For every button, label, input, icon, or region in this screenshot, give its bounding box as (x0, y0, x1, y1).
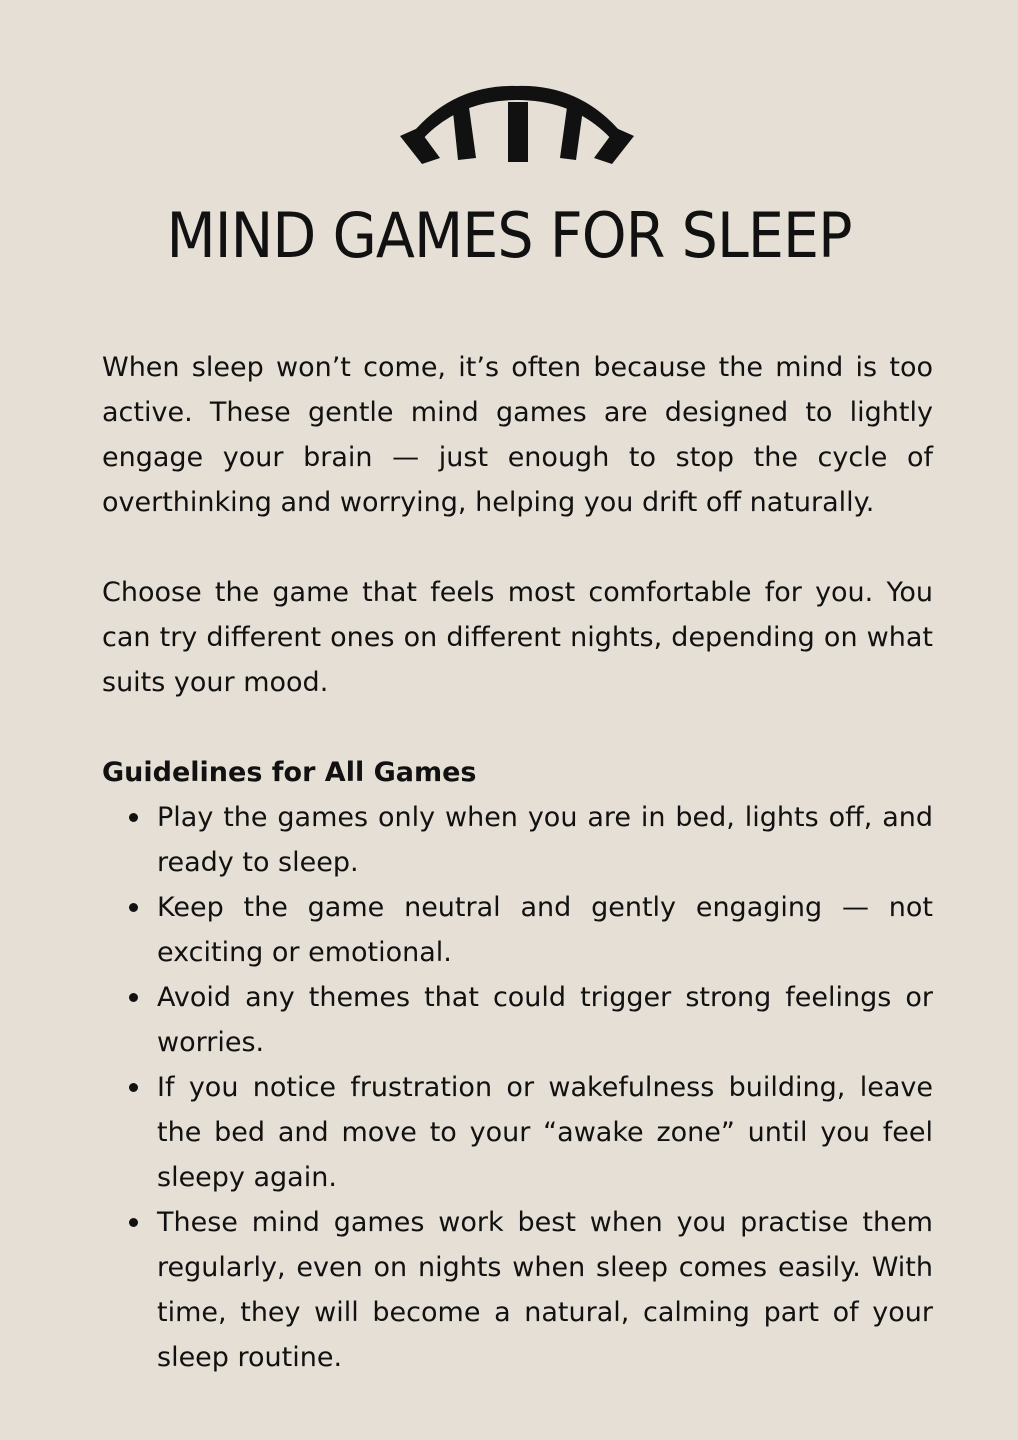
list-item-text: Play the games only when you are in bed, lights off, and ready to sleep. (157, 802, 933, 878)
list-item-text: These mind games work best when you practise them regularly, even on nights when sleep comes easily. With time, they will become a natural, calming part of your sleep routine. (157, 1207, 933, 1373)
list-item (157, 885, 933, 975)
closed-eye-lashes-icon (392, 80, 642, 170)
guidelines-heading: Guidelines for All Games (102, 757, 477, 788)
bullet-icon (129, 903, 138, 912)
guidelines-list (102, 795, 933, 1380)
list-item (157, 1065, 933, 1200)
bullet-icon (129, 1218, 138, 1227)
list-item-text: If you notice frustration or wakefulness building, leave the bed and move to your “awake zone” until you feel sleepy again. (157, 1072, 933, 1193)
list-item-text: Keep the game neutral and gently engaging — not exciting or emotional. (157, 892, 933, 968)
bullet-icon (129, 993, 138, 1002)
intro-paragraph-1: When sleep won’t come, it’s often because the mind is too active. These gentle mind games are designed to lightly engage your brain — just enough to stop the cycle of overthinking and worrying, helping you drift off naturally. (102, 352, 933, 518)
intro-paragraph-2: Choose the game that feels most comfortable for you. You can try different ones on different nights, depending on what suits your mood. (102, 577, 933, 698)
list-item (157, 795, 933, 885)
main-content (102, 345, 933, 1380)
bullet-icon (129, 813, 138, 822)
list-item-text: Avoid any themes that could trigger strong feelings or worries. (157, 982, 933, 1058)
list-item (157, 1200, 933, 1380)
list-item (157, 975, 933, 1065)
page-title: MIND GAMES FOR SLEEP (166, 199, 852, 272)
bullet-icon (129, 1083, 138, 1092)
